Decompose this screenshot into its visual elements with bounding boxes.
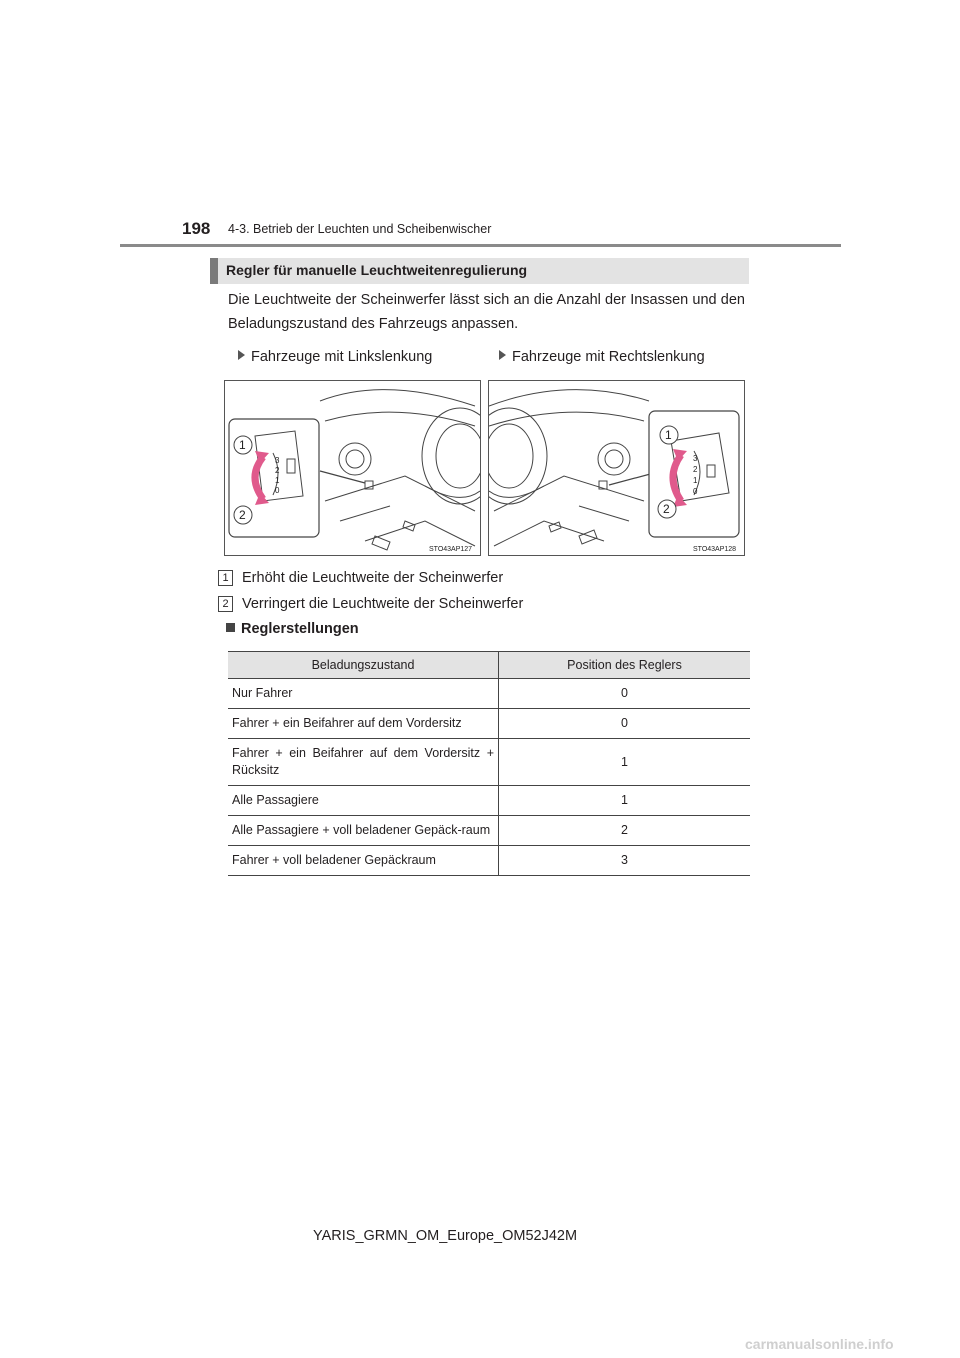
- header-rule: [120, 244, 841, 247]
- triangle-bullet-icon: [499, 350, 506, 360]
- legend-item-1: [218, 570, 503, 586]
- illustration-left-hand-drive: [224, 380, 481, 556]
- dial-mark-2: 2: [275, 466, 280, 475]
- cell-position: 1: [499, 786, 751, 816]
- cell-position: 0: [499, 709, 751, 739]
- callout-1: 1: [239, 438, 246, 452]
- footer-document-code: YARIS_GRMN_OM_Europe_OM52J42M: [313, 1228, 578, 1244]
- callout-1: 1: [665, 428, 672, 442]
- cell-load: Fahrer + ein Beifahrer auf dem Vordersitz: [228, 709, 499, 739]
- callout-2: 2: [239, 508, 246, 522]
- dial-mark-0: 0: [275, 486, 280, 495]
- caption-right-text: Fahrzeuge mit Rechtslenkung: [512, 349, 705, 365]
- dial-mark-3: 3: [693, 454, 698, 463]
- heading-text: Regler für manuelle Leuchtweitenregulierung: [226, 262, 528, 278]
- cell-position: 1: [499, 739, 751, 786]
- dial-mark-2: 2: [693, 465, 698, 474]
- table-row: [228, 846, 750, 876]
- intro-text: Die Leuchtweite der Scheinwerfer lässt sich an die Anzahl der Insassen und den Beladungszustand des Fahrzeugs anpassen.: [228, 292, 745, 332]
- dial-mark-0: 0: [693, 487, 698, 496]
- legend-text: Verringert die Leuchtweite der Scheinwerfer: [242, 596, 524, 612]
- column-header-load: Beladungszustand: [228, 652, 499, 679]
- page-number: 198: [182, 219, 211, 238]
- cell-load: Alle Passagiere: [228, 786, 499, 816]
- table-row: [228, 816, 750, 846]
- cell-position: 0: [499, 679, 751, 709]
- figure-code-right: STO43AP128: [693, 546, 737, 553]
- cell-load: Nur Fahrer: [228, 679, 499, 709]
- legend-number: 2: [218, 596, 233, 612]
- heading-bar: [210, 258, 749, 284]
- section-title: 4-3. Betrieb der Leuchten und Scheibenwischer: [228, 222, 492, 236]
- figure-caption-right: [499, 349, 705, 365]
- table-row: [228, 679, 750, 709]
- subheading: [226, 621, 359, 637]
- table-row: [228, 786, 750, 816]
- triangle-bullet-icon: [238, 350, 245, 360]
- watermark: carmanualsonline.info: [745, 1336, 894, 1352]
- caption-left-text: Fahrzeuge mit Linkslenkung: [251, 349, 433, 365]
- figure-caption-left: [238, 349, 432, 365]
- table-row: [228, 739, 750, 786]
- dial-mark-1: 1: [693, 476, 698, 485]
- subheading-text: Reglerstellungen: [241, 621, 359, 637]
- dashboard-left-drawing: [225, 381, 480, 555]
- cell-load: Fahrer + ein Beifahrer auf dem Vordersitz + Rücksitz: [228, 739, 499, 786]
- legend-item-2: [218, 596, 523, 612]
- cell-load: Alle Passagiere + voll beladener Gepäck-raum: [228, 816, 499, 846]
- cell-position: 2: [499, 816, 751, 846]
- table-row: [228, 709, 750, 739]
- dial-mark-1: 1: [275, 476, 280, 485]
- cell-position: 3: [499, 846, 751, 876]
- table-header-row: [228, 652, 750, 679]
- callout-2: 2: [663, 502, 670, 516]
- dial-mark-3: 3: [275, 456, 280, 465]
- settings-table: [228, 651, 750, 876]
- heading-accent: [210, 258, 218, 284]
- column-header-position: Position des Reglers: [499, 652, 751, 679]
- legend-text: Erhöht die Leuchtweite der Scheinwerfer: [242, 570, 504, 586]
- cell-load: Fahrer + voll beladener Gepäckraum: [228, 846, 499, 876]
- dashboard-right-drawing: [489, 381, 744, 555]
- legend-number: 1: [218, 570, 233, 586]
- figure-code-left: STO43AP127: [429, 546, 473, 553]
- square-bullet-icon: [226, 623, 235, 632]
- illustration-right-hand-drive: [488, 380, 745, 556]
